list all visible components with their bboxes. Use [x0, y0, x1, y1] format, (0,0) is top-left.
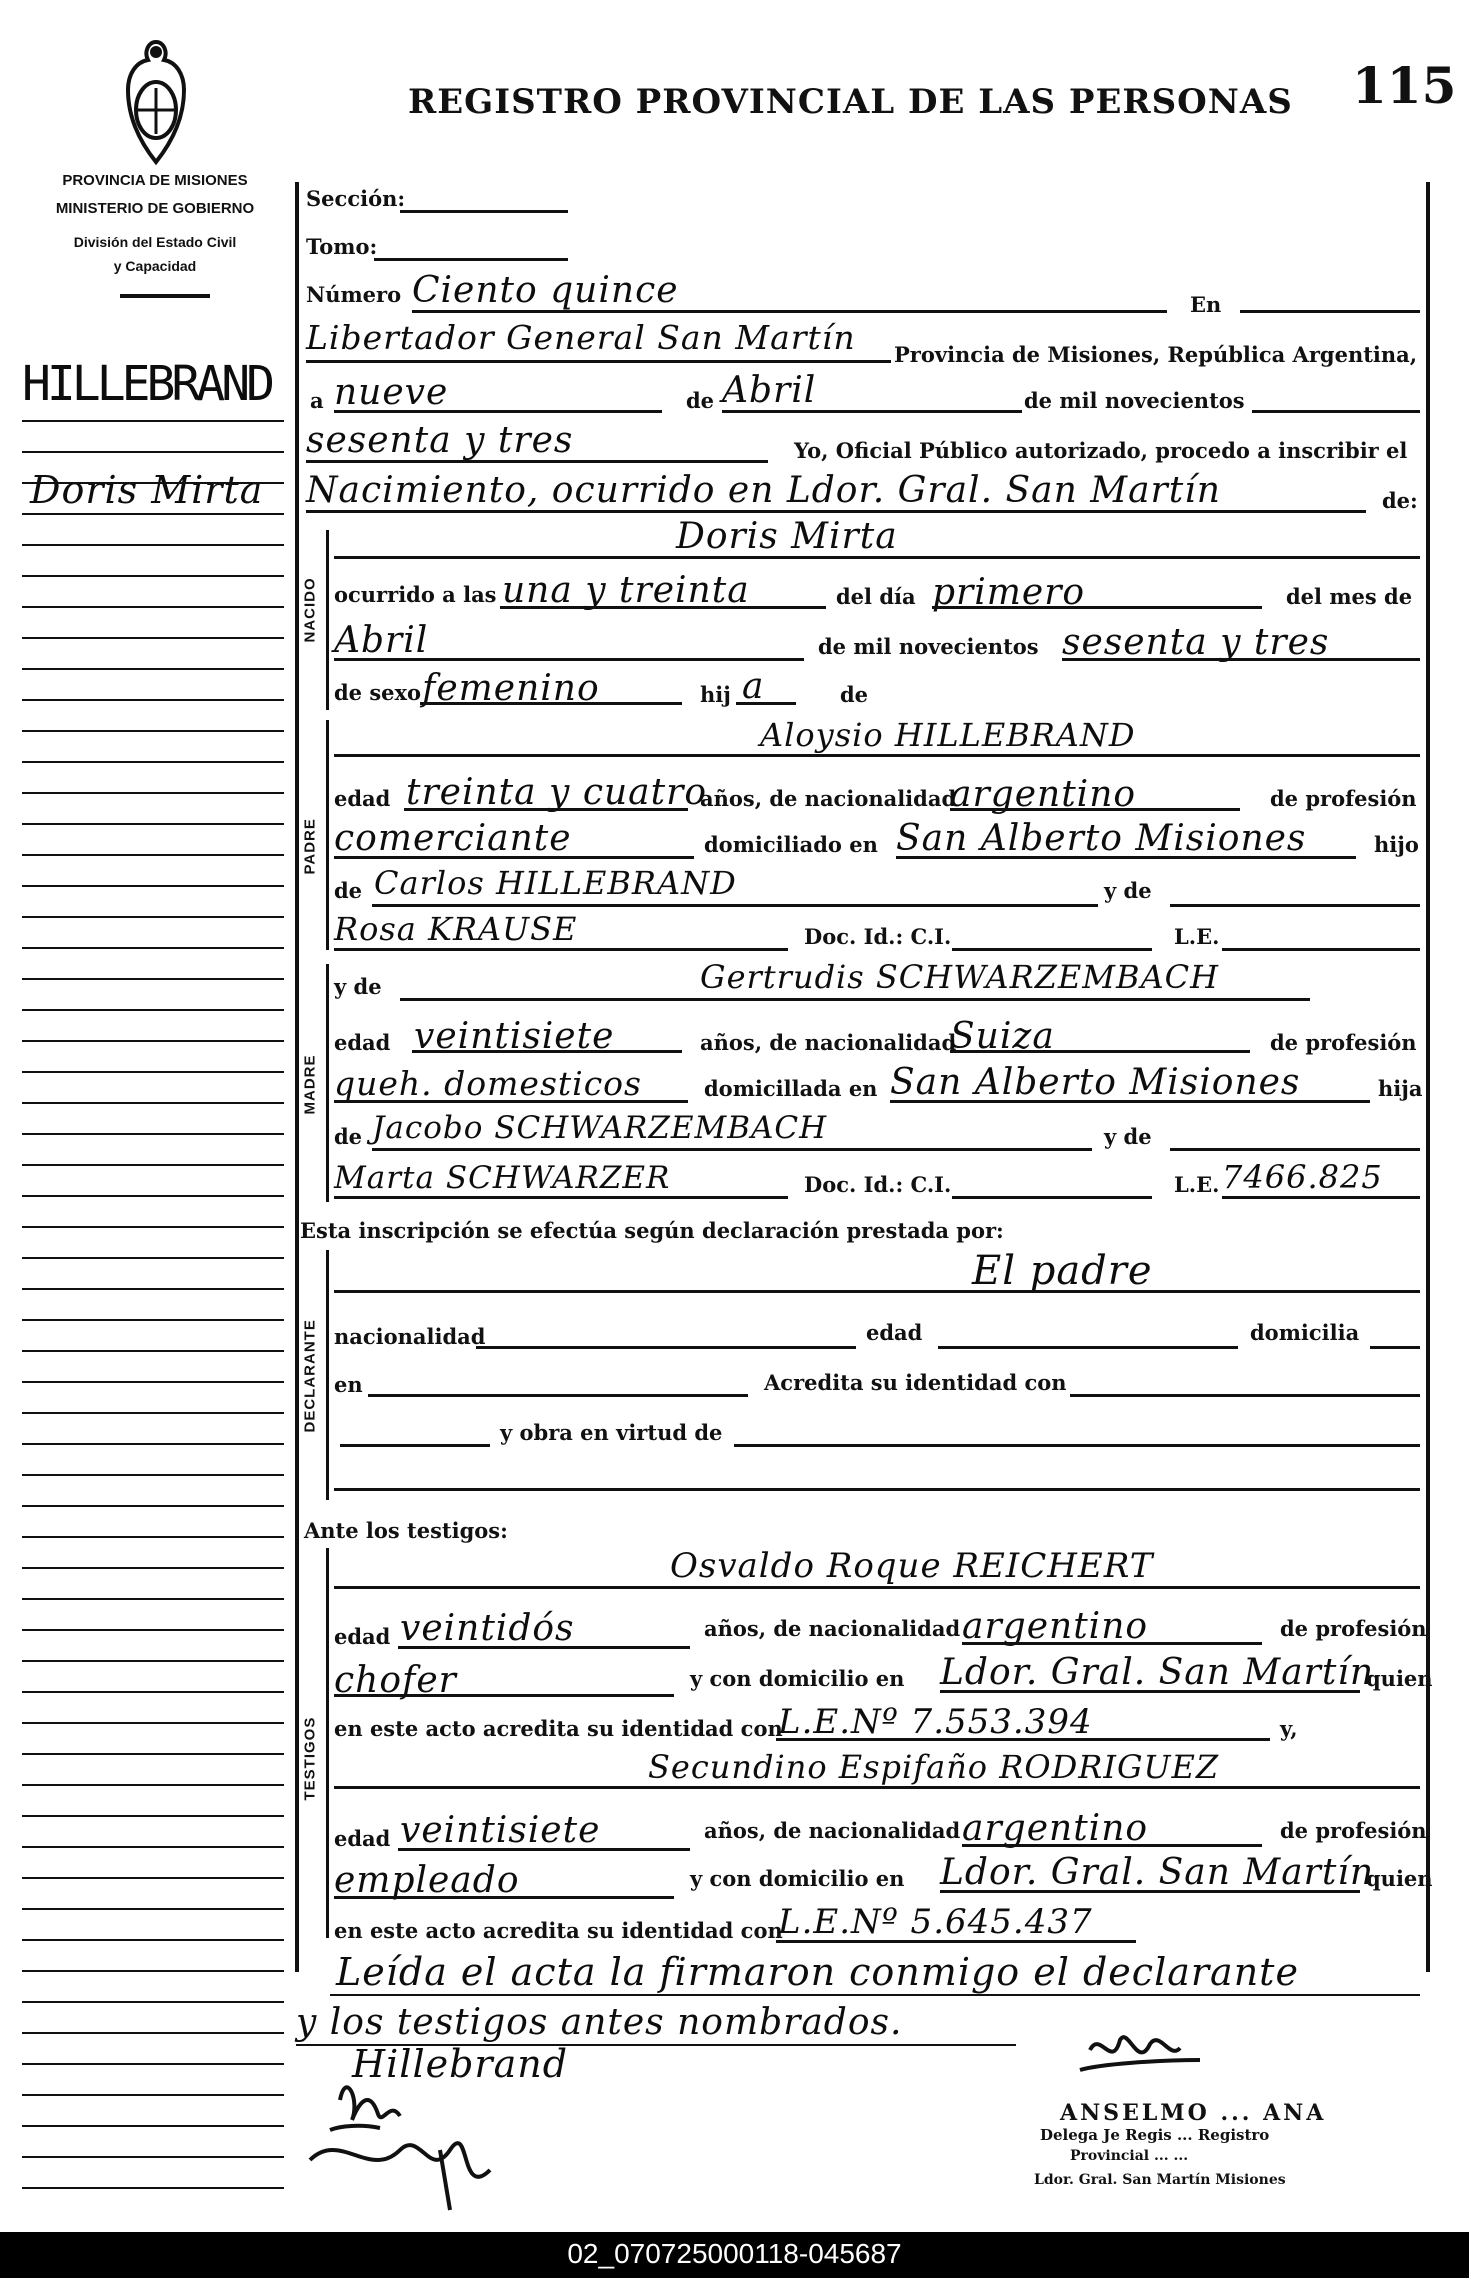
padre-y-de-label: y de	[1104, 878, 1152, 903]
abuela-materna-line	[334, 1196, 788, 1199]
oficial-label: Yo, Oficial Público autorizado, procedo a inscribir el	[794, 438, 1408, 463]
padre-dom-line	[896, 856, 1356, 859]
cierre-line1	[330, 1994, 1420, 1996]
dec-edad-label: edad	[866, 1320, 923, 1345]
padre-doc-line	[952, 948, 1152, 951]
margin-surname: HILLEBRAND	[22, 356, 271, 412]
testigo1-domicilio: Ldor. Gral. San Martín	[940, 1652, 1375, 1693]
dec-obra-pre-line	[340, 1444, 490, 1447]
padre-domicilio-label: domiciliado en	[704, 832, 878, 857]
margin-ruled-line	[22, 482, 284, 484]
de-mil-nov-label: de mil novecientos	[818, 634, 1039, 659]
dia-insc-value: nueve	[334, 372, 449, 413]
division-header: División del Estado Civil	[73, 234, 237, 250]
padre-bracket	[326, 720, 329, 950]
anio-value: sesenta y tres	[1062, 622, 1330, 663]
margin-ruled-line	[22, 1722, 284, 1724]
madre-edad: veintisiete	[414, 1016, 615, 1057]
madre-bracket	[326, 964, 329, 1202]
margin-ruled-line	[22, 1350, 284, 1352]
dec-extra-line	[334, 1488, 1420, 1491]
t1-edad-label: edad	[334, 1624, 391, 1649]
margin-ruled-line	[22, 544, 284, 546]
margin-ruled-line	[22, 1164, 284, 1166]
provincia-label: Provincia de Misiones, República Argentina,	[894, 342, 1418, 367]
margin-ruled-line	[22, 1567, 284, 1569]
mes-insc-line	[722, 410, 1022, 413]
hora-value: una y treinta	[502, 570, 750, 611]
madre-le-line	[1222, 1196, 1420, 1199]
padre-nacionalidad: argentino	[950, 774, 1137, 815]
madre-nombre: Gertrudis SCHWARZEMBACH	[700, 958, 1220, 996]
padre-profesion: comerciante	[334, 818, 572, 859]
ministry-header: MINISTERIO DE GOBIERNO	[55, 200, 255, 217]
abuela-paterna-line	[334, 948, 788, 951]
testigo2-line	[334, 1786, 1420, 1789]
margin-ruled-line	[22, 1877, 284, 1879]
dia-insc-line	[334, 410, 662, 413]
padre-nac-line	[950, 808, 1240, 811]
madre-tag: MADRE	[301, 1054, 319, 1115]
t1-anios-label: años, de nacionalidad	[704, 1616, 961, 1641]
dec-acredita-label: Acredita su identidad con	[764, 1370, 1067, 1395]
madre-domicilio-label: domicillada en	[704, 1076, 878, 1101]
padre-nombre-line	[334, 754, 1420, 757]
sexo-label: de sexo	[334, 680, 422, 705]
margin-ruled-line	[22, 916, 284, 918]
testigos-bracket	[326, 1548, 329, 1938]
madre-prof-line	[334, 1100, 688, 1103]
madre-de-label: de	[334, 1124, 363, 1149]
sexo-value: femenino	[422, 668, 600, 709]
form-left-border	[295, 182, 299, 1972]
anio-line	[1062, 658, 1420, 661]
madre-profesion-label: de profesión	[1270, 1030, 1417, 1055]
de-mil-line	[1252, 410, 1420, 413]
margin-ruled-line	[22, 668, 284, 670]
margin-ruled-line	[22, 1226, 284, 1228]
margin-ruled-line	[22, 730, 284, 732]
padre-anios-label: años, de nacionalidad	[700, 786, 957, 811]
t1-nac-line	[962, 1642, 1262, 1645]
margin-ruled-line	[22, 2187, 284, 2189]
abuelo-paterno-line	[372, 904, 1098, 907]
nacido-nombre: Doris Mirta	[676, 516, 898, 557]
margin-ruled-line	[22, 1257, 284, 1259]
t1-dom-label: y con domicilio en	[690, 1666, 905, 1691]
margin-ruled-line	[22, 1970, 284, 1972]
dec-nac-label: nacionalidad	[334, 1324, 486, 1349]
tomo-label: Tomo:	[306, 234, 378, 259]
localidad-value: Libertador General San Martín	[306, 318, 856, 357]
margin-ruled-line	[22, 420, 284, 422]
a-label: a	[310, 388, 324, 413]
margin-ruled-line	[22, 1629, 284, 1631]
cierre-linea1: Leída el acta la firmaron conmigo el declarante	[336, 1950, 1299, 1994]
margin-ruled-line	[22, 1846, 284, 1848]
margin-ruled-line	[22, 1133, 284, 1135]
margin-ruled-line	[22, 1102, 284, 1104]
seccion-label: Sección:	[306, 186, 406, 211]
margin-ruled-line	[22, 2032, 284, 2034]
padre-y-de-line	[1170, 904, 1420, 907]
margin-ruled-line	[22, 1815, 284, 1817]
madre-doc-label: Doc. Id.: C.I.	[804, 1172, 952, 1197]
margin-ruled-line	[22, 1319, 284, 1321]
en-line	[1240, 310, 1420, 313]
t1-edad-line	[398, 1646, 690, 1649]
numero-value: Ciento quince	[412, 270, 679, 311]
inscripcion-label: Esta inscripción se efectúa según declaración prestada por:	[300, 1218, 1004, 1243]
del-mes-label: del mes de	[1286, 584, 1413, 609]
madre-anios-label: años, de nacionalidad	[700, 1030, 957, 1055]
madre-edad-line	[412, 1050, 682, 1053]
nacido-nombre-line	[334, 556, 1420, 559]
hecho-value: Nacimiento, ocurrido en Ldor. Gral. San Martín	[306, 470, 1221, 511]
dec-domicilia-line	[1370, 1346, 1420, 1349]
hora-line	[500, 606, 826, 609]
de-mil-label: de mil novecientos	[1024, 388, 1245, 413]
margin-ruled-line	[22, 699, 284, 701]
mes-line	[334, 658, 804, 661]
margin-ruled-line	[22, 1660, 284, 1662]
declarante-bracket	[326, 1250, 329, 1500]
testigo1-nac: argentino	[962, 1606, 1149, 1647]
margin-ruled-line	[22, 1009, 284, 1011]
abuelo-paterno: Carlos HILLEBRAND	[374, 864, 737, 902]
numero-line	[412, 310, 1167, 313]
margin-ruled-line	[22, 2156, 284, 2158]
testigo2-edad: veintisiete	[400, 1810, 601, 1851]
document-title: REGISTRO PROVINCIAL DE LAS PERSONAS	[408, 82, 1293, 122]
margin-ruled-line	[22, 2094, 284, 2096]
t2-anios-label: años, de nacionalidad	[704, 1818, 961, 1843]
t1-dom-line	[940, 1690, 1360, 1693]
mes-insc-value: Abril	[722, 370, 817, 411]
abuelo-materno-line	[372, 1148, 1092, 1151]
padre-profesion-label: de profesión	[1270, 786, 1417, 811]
t2-dom-line	[940, 1890, 1360, 1893]
margin-ruled-line	[22, 1195, 284, 1197]
declarante-nombre: El padre	[972, 1248, 1153, 1294]
margin-ruled-line	[22, 1040, 284, 1042]
margin-ruled-line	[22, 1536, 284, 1538]
province-header: PROVINCIA DE MISIONES	[62, 172, 248, 189]
firma-declarante-text: Hillebrand	[352, 2042, 569, 2086]
dec-en-line	[368, 1394, 748, 1397]
madre-edad-label: edad	[334, 1030, 391, 1055]
margin-ruled-line	[22, 1939, 284, 1941]
margin-ruled-line	[22, 513, 284, 515]
de-nacido-label: de	[840, 682, 869, 707]
margin-ruled-line	[22, 823, 284, 825]
abuelo-materno: Jacobo SCHWARZEMBACH	[372, 1110, 828, 1146]
testigo1-nombre: Osvaldo Roque REICHERT	[670, 1546, 1154, 1586]
t2-acredita-label: en este acto acredita su identidad con	[334, 1918, 783, 1943]
tomo-line	[374, 258, 568, 261]
dec-obra-line	[734, 1444, 1420, 1447]
de-label: de	[686, 388, 715, 413]
en-label: En	[1190, 292, 1222, 317]
t1-acredita-label: en este acto acredita su identidad con	[334, 1716, 783, 1741]
testigo2-domicilio: Ldor. Gral. San Martín	[940, 1852, 1375, 1893]
madre-dom-line	[890, 1100, 1370, 1103]
hij-label: hij	[700, 682, 731, 707]
margin-ruled-line	[22, 1505, 284, 1507]
madre-nac-line	[950, 1050, 1250, 1053]
dec-obra-label: y obra en virtud de	[500, 1420, 723, 1445]
testigo2-nombre: Secundino Espifaño RODRIGUEZ	[648, 1748, 1220, 1786]
sexo-line	[420, 702, 682, 705]
madre-profesion: queh. domesticos	[334, 1064, 642, 1103]
padre-edad-label: edad	[334, 786, 391, 811]
mes-value: Abril	[334, 620, 429, 661]
madre-nacionalidad: Suiza	[950, 1016, 1055, 1057]
nacido-bracket	[326, 530, 329, 710]
coat-of-arms-emblem	[118, 38, 194, 168]
declarante-tag: DECLARANTE	[301, 1319, 319, 1433]
testigo1-edad: veintidós	[400, 1608, 575, 1649]
folio-number: 115	[1352, 56, 1457, 115]
division-header-2: y Capacidad	[113, 258, 197, 274]
declarante-line	[334, 1290, 1420, 1293]
localidad-line	[306, 360, 891, 363]
margin-ruled-line	[22, 761, 284, 763]
testigo1-profesion: chofer	[334, 1660, 457, 1701]
numero-label: Número	[306, 282, 402, 307]
t1-prof-line	[334, 1694, 674, 1697]
testigo1-line	[334, 1586, 1420, 1589]
testigo2-nac: argentino	[962, 1808, 1149, 1849]
margin-ruled-line	[22, 1412, 284, 1414]
margin-ruled-line	[22, 1288, 284, 1290]
padre-edad: treinta y cuatro	[406, 772, 707, 813]
sello-linea1: Delega Je Regis ... Registro	[1040, 2126, 1270, 2144]
madre-domicilio: San Alberto Misiones	[890, 1062, 1301, 1103]
t2-edad-label: edad	[334, 1826, 391, 1851]
del-dia-label: del día	[836, 584, 916, 609]
padre-tag: PADRE	[301, 818, 319, 875]
t2-dom-label: y con domicilio en	[690, 1866, 905, 1891]
padre-domicilio: San Alberto Misiones	[896, 818, 1307, 859]
padre-nombre: Aloysio HILLEBRAND	[760, 716, 1136, 754]
hij-line	[736, 702, 796, 705]
dia-line	[932, 606, 1262, 609]
cierre-linea2: y los testigos antes nombrados.	[296, 2002, 903, 2043]
margin-ruled-line	[22, 1691, 284, 1693]
de-colon-label: de:	[1382, 488, 1418, 513]
padre-de-label: de	[334, 878, 363, 903]
madre-y-de2-label: y de	[1104, 1124, 1152, 1149]
margin-ruled-line	[22, 575, 284, 577]
form-right-border	[1426, 182, 1430, 1972]
margin-ruled-line	[22, 854, 284, 856]
padre-edad-line	[404, 808, 688, 811]
padre-doc-label: Doc. Id.: C.I.	[804, 924, 952, 949]
testigo2-doc: L.E.Nº 5.645.437	[778, 1902, 1093, 1942]
padre-le-line	[1222, 948, 1420, 951]
testigos-tag: TESTIGOS	[301, 1716, 319, 1801]
margin-ruled-line	[22, 947, 284, 949]
t2-quien-label: quien	[1366, 1866, 1433, 1891]
nacido-tag: NACIDO	[301, 577, 319, 643]
sello-linea2: Provincial ... ...	[1070, 2148, 1189, 2164]
margin-ruled-line	[22, 1784, 284, 1786]
abuela-paterna: Rosa KRAUSE	[334, 910, 578, 948]
margin-ruled-line	[22, 885, 284, 887]
t1-y-label: y,	[1280, 1716, 1298, 1741]
dec-en-label: en	[334, 1372, 363, 1397]
madre-y-de-label: y de	[334, 974, 382, 999]
t1-prof-label: de profesión	[1280, 1616, 1427, 1641]
margin-ruled-line	[22, 637, 284, 639]
ocurrido-label: ocurrido a las	[334, 582, 497, 607]
testigo2-profesion: empleado	[334, 1860, 520, 1901]
margin-ruled-line	[22, 2063, 284, 2065]
margin-given-names: Doris Mirta	[30, 468, 264, 512]
anio-insc-value: sesenta y tres	[306, 420, 574, 461]
madre-le: 7466.825	[1222, 1158, 1383, 1196]
seccion-line	[400, 210, 568, 213]
header-rule	[120, 294, 210, 298]
dec-nac-line	[476, 1346, 856, 1349]
madre-le-label: L.E.	[1174, 1172, 1220, 1197]
t2-nac-line	[962, 1844, 1262, 1847]
margin-ruled-line	[22, 1598, 284, 1600]
testigo1-doc: L.E.Nº 7.553.394	[778, 1702, 1093, 1742]
t2-prof-label: de profesión	[1280, 1818, 1427, 1843]
padre-le-label: L.E.	[1174, 924, 1220, 949]
margin-ruled-line	[22, 2001, 284, 2003]
margin-ruled-line	[22, 1753, 284, 1755]
t1-quien-label: quien	[1366, 1666, 1433, 1691]
margin-ruled-line	[22, 2125, 284, 2127]
margin-ruled-line	[22, 1474, 284, 1476]
margin-ruled-line	[22, 1908, 284, 1910]
margin-ruled-line	[22, 1071, 284, 1073]
abuela-materna: Marta SCHWARZER	[334, 1160, 671, 1196]
ante-testigos-label: Ante los testigos:	[304, 1518, 508, 1543]
hij-suffix: a	[742, 666, 765, 707]
madre-hija-label: hija	[1378, 1076, 1423, 1101]
margin-ruled-line	[22, 1381, 284, 1383]
dec-edad-line	[938, 1346, 1238, 1349]
madre-doc-line	[952, 1196, 1152, 1199]
hecho-line	[306, 510, 1366, 513]
margin-ruled-line	[22, 606, 284, 608]
sello-nombre: ANSELMO ... ANA	[1060, 2100, 1327, 2126]
margin-ruled-line	[22, 451, 284, 453]
dec-acredita-line	[1070, 1394, 1420, 1397]
dia-value: primero	[932, 572, 1086, 613]
t2-edad-line	[398, 1848, 690, 1851]
footer-code: 02_070725000118-045687	[567, 2238, 902, 2269]
t2-prof-line	[334, 1896, 674, 1899]
dec-domicilia-label: domicilia	[1250, 1320, 1360, 1345]
madre-y-de2-line	[1170, 1148, 1420, 1151]
t1-doc-line	[776, 1738, 1270, 1741]
margin-ruled-line	[22, 792, 284, 794]
t2-doc-line	[776, 1940, 1136, 1943]
margin-ruled-line	[22, 978, 284, 980]
sello-linea3: Ldor. Gral. San Martín Misiones	[1034, 2172, 1286, 2188]
padre-hijo-label: hijo	[1374, 832, 1419, 857]
margin-ruled-line	[22, 1443, 284, 1445]
padre-prof-line	[334, 856, 694, 859]
anio-insc-line	[306, 460, 768, 463]
madre-nombre-line	[400, 998, 1310, 1001]
